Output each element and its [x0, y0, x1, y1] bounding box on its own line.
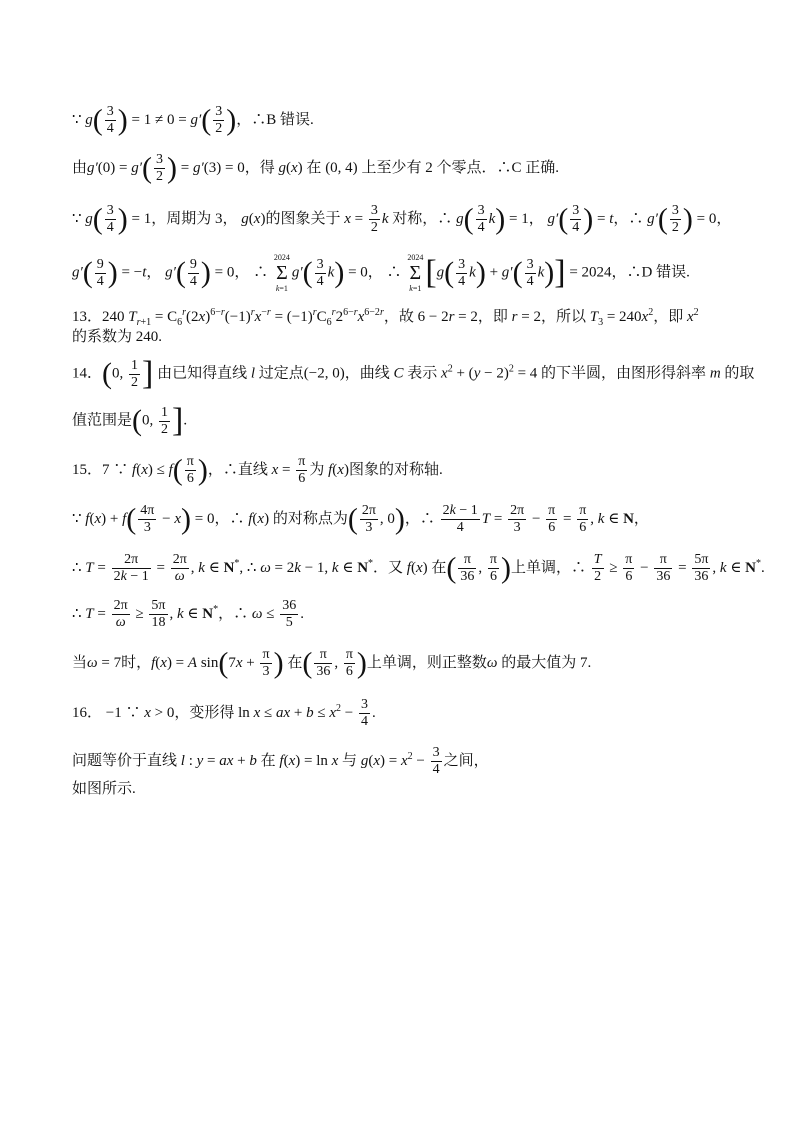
- text-l6-f: 的取: [724, 365, 755, 382]
- text-l6-d: 表示: [407, 365, 438, 382]
- solution-line-d2: g′( $\frac{9}{4}$ ) = −t， g′( $\frac{9}{4}$ ) = 0， ∴ 2024 Σ k=1 g′( $\frac{3}{4}$ k) = 0， ∴ 2024 Σ k=1 [g( $\frac{3}{4}$ k) + g′( $\frac{3}{4}$ k)] = 2024，∴D 错误.: [72, 253, 690, 293]
- text-l2-a: 由: [72, 159, 88, 176]
- answer-15-label: 15．7: [72, 461, 110, 478]
- text-l2-d: 上至少有 2 个零点．∴C 正确.: [361, 159, 559, 176]
- text-l4-end: ，∴D 错误.: [611, 264, 690, 281]
- text-l8-b: 为: [309, 461, 325, 478]
- text-l2-b: ，得: [244, 159, 275, 176]
- answer-16-line1: 16． −1 ∵ x > 0，变形得 ln x ≤ ax + $b \le x^2$ − $\frac{3}{4}$ .: [72, 697, 376, 729]
- answer-14-line1: 14．(0, $\frac{1}{2}$ ] 由已知得直线 l 过定点(−2, 0)，曲线 C 表示 $x^2 + (y - 2)^2 = 4$ 的下半圆，由图形得斜率 m 的取: [72, 355, 755, 392]
- text-l8-c: 图象的对称轴.: [348, 461, 443, 478]
- answer-14-line2: 值范围是(0, $\frac{1}{2}$ ].: [72, 402, 188, 439]
- text-l10-c: 上单调，: [510, 559, 571, 576]
- text-l10-b: 在: [431, 559, 447, 576]
- text-l13-a: ，变形得: [174, 704, 235, 721]
- answer-15-line1: 15．7 ∵ f(x) ≤ f( $\frac{\pi}{6}$ )，∴直线 x = $\frac{\pi}{6}$ 为 f(x)图象的对称轴.: [72, 453, 443, 487]
- answer-13-line1: 13．240 $T_{r+1} = C_6^r(2x)^{6-r}(-1)^rx^{-r} = (-1)^rC_6^r2^{6-r}x^{6-2r}$，故 6 − 2r = 2，即 r = 2，所以 $T_3 = 240x^2$，即 $x^2$: [72, 307, 699, 328]
- answer-13-line2: [72, 326, 734, 348]
- text-l6-a: 由已知得直线: [157, 365, 248, 382]
- solution-line-b: ∵ g( $\frac{3}{4}$ ) = 1 ≠ 0 = g′( $\frac{3}{2}$ )，∴B 错误.: [72, 103, 314, 137]
- text-l5-d: ，即: [653, 309, 684, 325]
- text-l9-a: 的对称点为: [272, 510, 348, 527]
- answer-15-line5: 当ω = 7时，f(x) = A sin(7x + $\frac{\pi}{3}$ ) 在( $\frac{\pi}{36}$ , $\frac{\pi}{6}$ )上单调，则正整数ω 的最大值为 7.: [72, 646, 592, 680]
- text-l8-a: ，∴直线: [207, 461, 268, 478]
- text-l14-a: 问题等价于直线: [72, 752, 178, 769]
- text-l2-c: 在: [306, 159, 322, 176]
- text-l15-a: 如图所示.: [72, 781, 136, 797]
- answer-13-label: 13．240: [72, 309, 125, 325]
- text-l10-a: ．又: [373, 559, 404, 576]
- text-l5-e: 的系数为 240.: [72, 329, 163, 345]
- text-l12-d: 上单调，则正整数: [366, 654, 487, 671]
- text-l12-b: 时，: [121, 654, 152, 671]
- text-l14-b: 在: [260, 752, 276, 769]
- text-l3-a: ，周期为 3，: [151, 210, 238, 227]
- text-l5-b: ，即: [477, 309, 508, 325]
- solution-line-c: 由g′(0) = g′( $\frac{3}{2}$ ) = g′(3) = 0，得 g(x) 在 (0, 4) 上至少有 2 个零点．∴C 正确.: [72, 151, 559, 185]
- text-l14-c: 与: [342, 752, 358, 769]
- text-l5-c: ，所以: [540, 309, 586, 325]
- answer-15-line2: ∵ f(x) + f( $\frac{4\pi}{3}$ − x) = 0，∴ f(x) 的对称点为( $\frac{2\pi}{3}$ , 0)，∴ $\frac{2k - 1}{4}$ T = $\frac{2\pi}{3}$ − $\frac{\pi}{6}$ = $\frac{\pi}{6}$ , k ∈ N，: [72, 502, 649, 536]
- text-l6-e: 的下半圆，由图形得斜率: [541, 365, 707, 382]
- answer-16-line2: 问题等价于直线 l : y = ax + b 在 f(x) = ln x 与 $g(x) = x^2$ − $\frac{3}{4}$ 之间，: [72, 745, 489, 777]
- text-l6-b: 过定点: [258, 365, 304, 382]
- text-l3-b: 的图象关于: [265, 210, 341, 227]
- answer-15-line3: ∴ T = $\frac{2\pi}{2k - 1}$ = $\frac{2\pi}{\omega}$ , k ∈ N*, ∴ ω = 2k − 1, k ∈ N*．又 f(x) 在( $\frac{\pi}{36}$ , $\frac{\pi}{6}$ )上单调，∴ $\frac{T}{2}$ ≥ $\frac{\pi}{6}$ − $\frac{\pi}{36}$ = $\frac{5\pi}{36}$ , k ∈ N*.: [72, 551, 765, 585]
- text-l6-c: ，曲线: [344, 365, 390, 382]
- answer-16-line3: [72, 778, 734, 800]
- answer-14-label: 14．: [72, 365, 103, 382]
- solution-line-d1: ∵ g( $\frac{3}{4}$ ) = 1，周期为 3， g(x)的图象关于 x = $\frac{3}{2}$ k 对称，∴ g( $\frac{3}{4}$ k) = 1， g′( $\frac{3}{4}$ ) = t，∴ g′( $\frac{3}{2}$ ) = 0，: [72, 202, 732, 236]
- answer-16-label: 16．: [72, 704, 103, 721]
- text-l7-a: 值范围是: [72, 412, 133, 429]
- text-l3-c: 对称，: [392, 210, 438, 227]
- text-l1-end: ，∴B 错误.: [236, 111, 314, 128]
- text-l12-e: 的最大值为 7.: [501, 654, 592, 671]
- text-l14-d: 之间，: [443, 752, 489, 769]
- text-l12-c: 在: [287, 654, 303, 671]
- answer-15-line4: ∴ T = $\frac{2\pi}{\omega}$ ≥ $\frac{5\pi}{18}$ , k ∈ N*，∴ ω ≤ $\frac{36}{5}$ .: [72, 598, 304, 630]
- text-l5-a: ，故: [383, 309, 414, 325]
- text-l12-a: 当: [72, 654, 88, 671]
